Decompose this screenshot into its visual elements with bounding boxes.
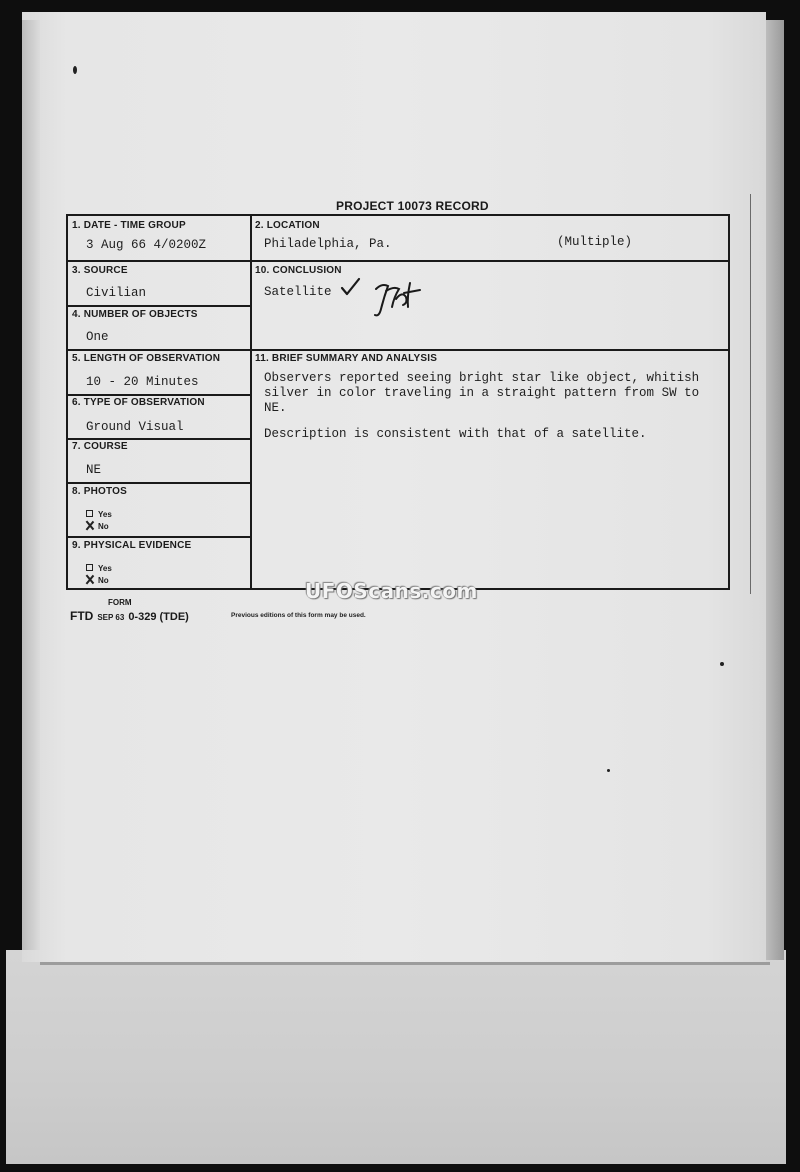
- page-right-shadow: [766, 20, 784, 960]
- summary-paragraph: Observers reported seeing bright star like object, whitish silver in color traveling in a straight pattern from SW to NE.: [264, 371, 700, 415]
- form-id: FTD SEP 63 0-329 (TDE): [70, 609, 189, 623]
- unchecked-box-icon: [86, 564, 93, 571]
- row-divider: [68, 260, 728, 262]
- conclusion-value: Satellite: [264, 285, 332, 299]
- page-fold-line: [40, 962, 770, 965]
- checkmark-icon: [340, 277, 362, 297]
- checked-box-icon: [86, 576, 93, 583]
- form-word: FORM: [108, 598, 132, 607]
- lower-page-background: [6, 950, 786, 1164]
- location-label: 2. LOCATION: [255, 220, 320, 231]
- location-note: (Multiple): [557, 235, 633, 249]
- course-label: 7. COURSE: [72, 441, 128, 452]
- record-title: PROJECT 10073 RECORD: [336, 199, 489, 213]
- dust-speck: [73, 66, 77, 74]
- brief-summary-label: 11. BRIEF SUMMARY AND ANALYSIS: [255, 353, 438, 364]
- brief-summary-text: [264, 371, 714, 453]
- conclusion-label: 10. CONCLUSION: [255, 265, 342, 276]
- row-divider: [68, 536, 250, 538]
- source-label: 3. SOURCE: [72, 265, 128, 276]
- ufoscans-watermark: UFOScans.com: [305, 579, 478, 603]
- dust-speck: [720, 662, 724, 666]
- column-divider: [250, 216, 252, 588]
- handwritten-initials-icon: [372, 277, 426, 321]
- source-value: Civilian: [86, 286, 147, 300]
- course-value: NE: [86, 463, 102, 477]
- type-of-observation-value: Ground Visual: [86, 420, 184, 434]
- photos-label: 8. PHOTOS: [72, 486, 127, 497]
- summary-paragraph: Description is consistent with that of a satellite.: [264, 427, 647, 441]
- checked-box-icon: [86, 522, 93, 529]
- row-divider: [68, 438, 250, 440]
- margin-rule: [750, 194, 751, 594]
- row-divider: [68, 482, 250, 484]
- date-time-group-label: 1. DATE - TIME GROUP: [72, 220, 186, 231]
- length-of-observation-label: 5. LENGTH OF OBSERVATION: [72, 353, 221, 364]
- row-divider: [68, 394, 250, 396]
- length-of-observation-value: 10 - 20 Minutes: [86, 375, 199, 389]
- photos-yes-option: Yes: [86, 510, 112, 519]
- previous-editions-note: Previous editions of this form may be used.: [231, 612, 366, 619]
- row-divider: [68, 305, 250, 307]
- location-value: Philadelphia, Pa.: [264, 237, 392, 251]
- page-left-shadow: [22, 20, 40, 950]
- number-of-objects-value: One: [86, 330, 109, 344]
- number-of-objects-label: 4. NUMBER OF OBJECTS: [72, 309, 198, 320]
- row-divider: [68, 349, 728, 351]
- photos-no-option: No: [86, 522, 109, 531]
- date-time-group-value: 3 Aug 66 4/0200Z: [86, 238, 207, 252]
- unchecked-box-icon: [86, 510, 93, 517]
- physical-evidence-label: 9. PHYSICAL EVIDENCE: [72, 540, 192, 551]
- type-of-observation-label: 6. TYPE OF OBSERVATION: [72, 397, 205, 408]
- physical-evidence-no-option: No: [86, 576, 109, 585]
- physical-evidence-yes-option: Yes: [86, 564, 112, 573]
- dust-speck: [607, 769, 610, 772]
